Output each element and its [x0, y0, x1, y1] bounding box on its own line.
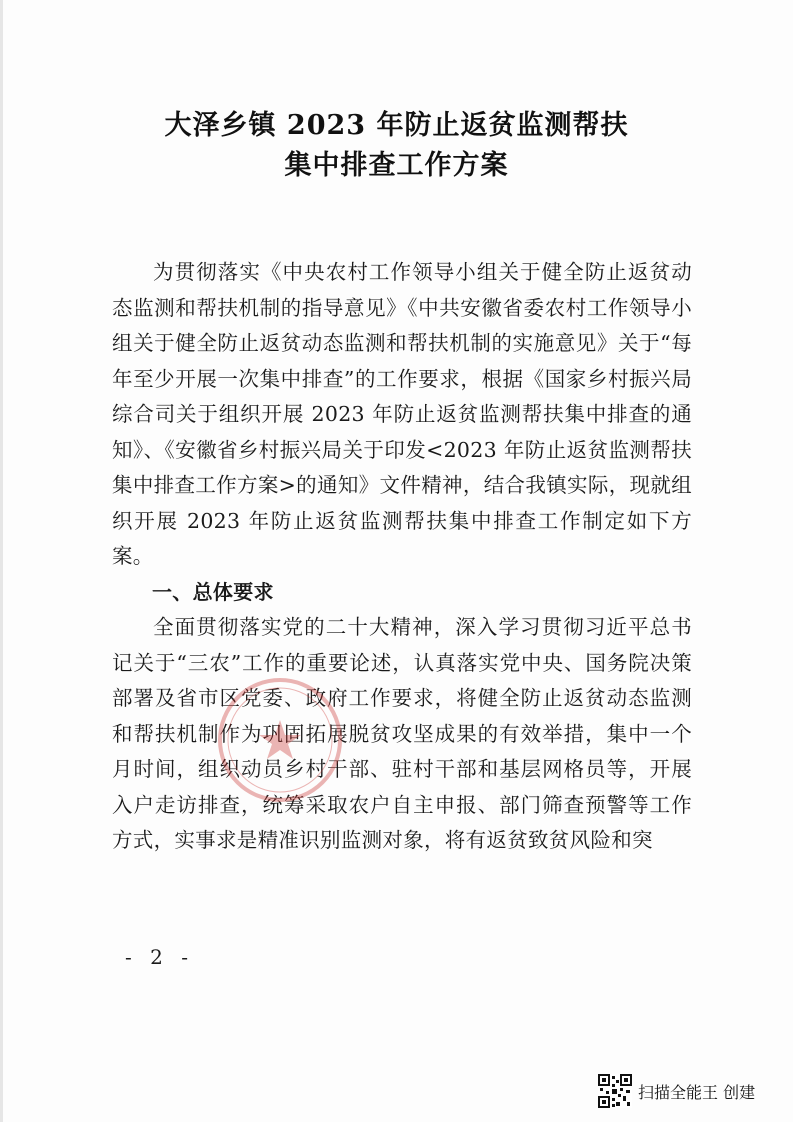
- document-title-line2: 集中排查工作方案: [284, 150, 509, 181]
- scanner-watermark: [598, 1073, 755, 1109]
- intro-paragraph: 为贯彻落实《中央农村工作领导小组关于健全防止返贫动态监测和帮扶机制的指导意见》《中共安徽省委农村工作领导小组关于健全防止返贫动态监测和帮扶机制的实施意见》关于“每年至少开展一次集中排查”的工作要求，根据《国家乡村振兴局综合司关于组织开展 2023 年防止返贫监测帮扶集中排查的通知》、《安徽省乡村振兴局关于印发<2023 年防止返贫监测帮扶集中排查工作方案>的通知》文件精神，结合我镇实际，现就组织开展 2023 年防止返贫监测帮扶集中排查工作制定如下方案。: [112, 260, 692, 568]
- document-body: [112, 255, 692, 859]
- page-number: - 2 -: [125, 945, 194, 969]
- scanner-watermark-text: 扫描全能王 创建: [638, 1082, 756, 1102]
- qr-code-icon: [598, 1074, 632, 1108]
- document-title-line1: 大泽乡镇 2023 年防止返贫监测帮扶: [164, 110, 629, 141]
- section1-heading: 一、总体要求: [152, 579, 274, 604]
- section1-paragraph: 全面贯彻落实党的二十大精神，深入学习贯彻习近平总书记关于“三农”工作的重要论述，认真落实党中央、国务院决策部署及省市区党委、政府工作要求，将健全防止返贫动态监测和帮扶机制作为巩固拓展脱贫攻坚成果的有效举措，集中一个月时间，组织动员乡村干部、驻村干部和基层网格员等，开展入户走访排查，统筹采取农户自主申报、部门筛查预警等工作方式，实事求是精准识别监测对象，将有返贫致贫风险和突: [112, 615, 692, 852]
